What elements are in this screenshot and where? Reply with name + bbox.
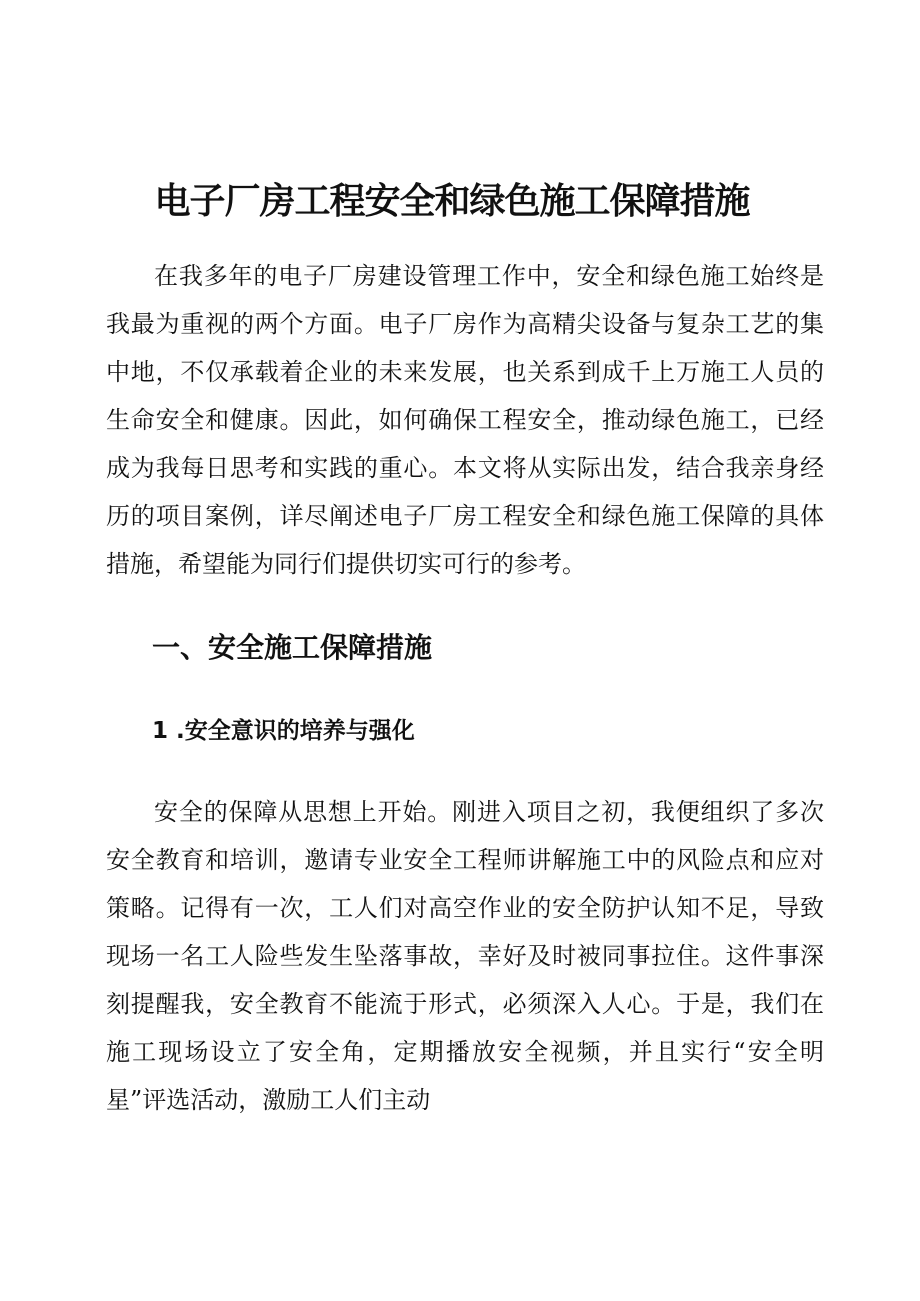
body-paragraph: 安全的保障从思想上开始。刚进入项目之初，我便组织了多次安全教育和培训，邀请专业安全工程师讲解施工中的风险点和应对策略。记得有一次，工人们对高空作业的安全防护认知不足，导致现场一名工人险些发生坠落事故，幸好及时被同事拉住。这件事深刻提醒我，安全教育不能流于形式，必须深入人心。于是，我们在施工现场设立了安全角，定期播放安全视频，并且实行“安全明星”评选活动，激励工人们主动 (106, 798, 824, 1114)
intro-paragraph: 在我多年的电子厂房建设管理工作中，安全和绿色施工始终是我最为重视的两个方面。电子厂房作为高精尖设备与复杂工艺的集中地，不仅承载着企业的未来发展，也关系到成千上万施工人员的生命安全和健康。因此，如何确保工程安全，推动绿色施工，已经成为我每日思考和实践的重心。本文将从实际出发，结合我亲身经历的项目案例，详尽阐述电子厂房工程安全和绿色施工保障的具体措施，希望能为同行们提供切实可行的参考。 (106, 262, 824, 578)
section-heading: 一、安全施工保障措施 (152, 631, 433, 664)
document-title: 电子厂房工程安全和绿色施工保障措施 (154, 181, 750, 222)
subsection-heading: 1 .安全意识的培养与强化 (152, 718, 415, 744)
